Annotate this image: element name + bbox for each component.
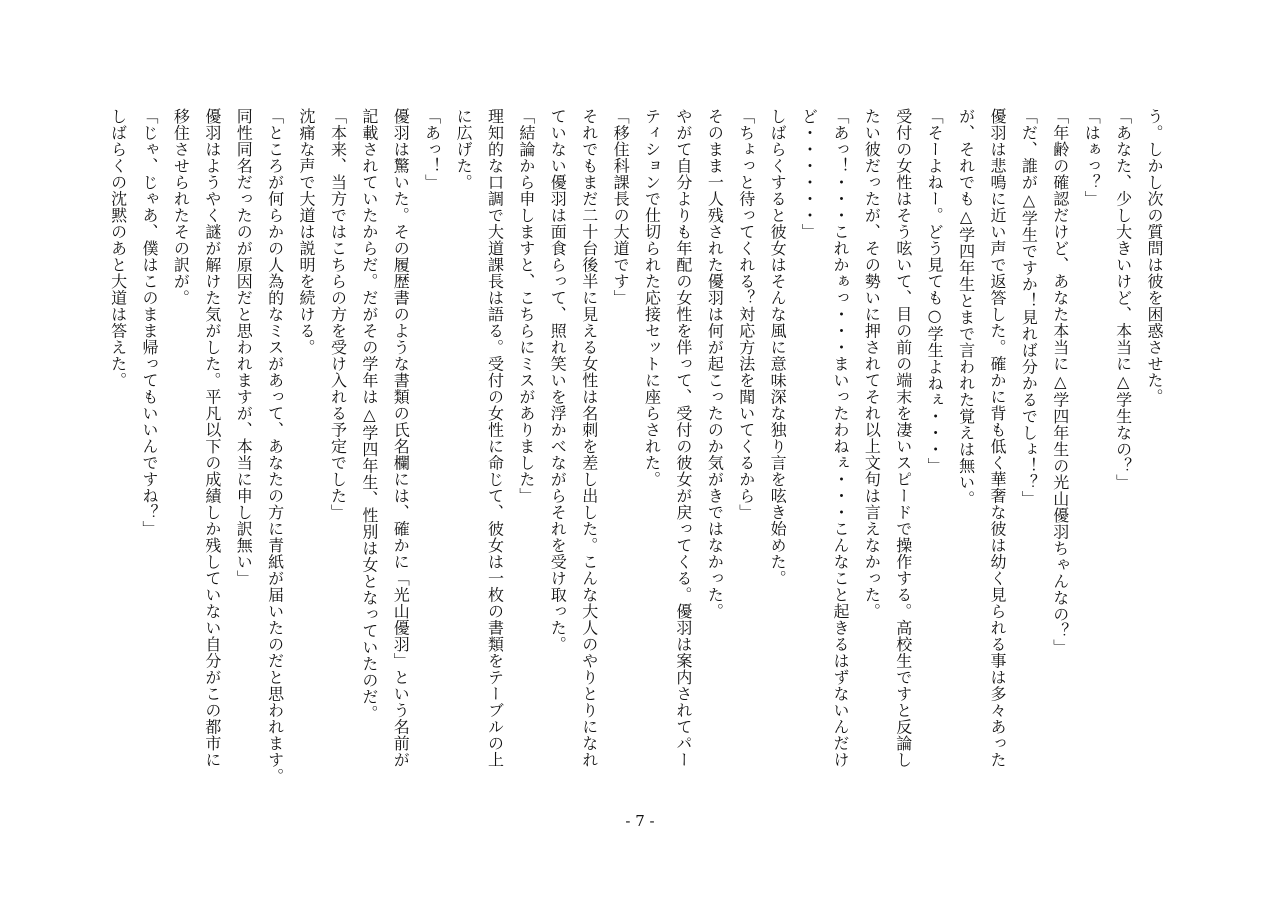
text-line: やがて自分よりも年配の女性を伴って、受付の彼女が戻ってくる。優羽は案内されてパー bbox=[673, 108, 693, 768]
text-line: 記載されていたからだ。だがその学年は△学四年生、性別は女となっていたのだ。 bbox=[359, 108, 379, 722]
page-number: - 7 - bbox=[625, 812, 655, 830]
text-line: 受付の女性はそう呟いて、目の前の端末を凄いスピードで操作する。高校生ですと反論し bbox=[893, 108, 913, 768]
text-line: 「はぁっ？」 bbox=[1082, 108, 1102, 207]
text-line: 「ところが何らかの人為的なミスがあって、あなたの方に青紙が届いたのだと思われます。 bbox=[265, 108, 285, 785]
text-line: 「移住科課長の大道です」 bbox=[611, 108, 631, 306]
text-line: たい彼だったが、その勢いに押されてそれ以上文句は言えなかった。 bbox=[862, 108, 882, 620]
text-line: う。しかし次の質問は彼を困惑させた。 bbox=[1145, 108, 1164, 405]
text-line: そのまま一人残された優羽は何が起こったのか気がきではなかった。 bbox=[705, 108, 725, 620]
text-line: ティションで仕切られた応接セットに座らされた。 bbox=[642, 108, 662, 488]
text-line: に広げた。 bbox=[454, 108, 474, 191]
text-line: しばらくすると彼女はそんな風に意味深な独り言を呟き始めた。 bbox=[768, 108, 788, 587]
text-line: 優羽はようやく謎が解けた気がした。平凡以下の成績しか残していない自分がこの都市に bbox=[202, 108, 222, 768]
text-line: 優羽は悲鳴に近い声で返答した。確かに背も低く華奢な彼は幼く見られる事は多々あった bbox=[987, 108, 1007, 768]
text-line: 「あっ！」 bbox=[422, 108, 442, 191]
text-line: が、それでも△学四年生とまで言われた覚えは無い。 bbox=[956, 108, 976, 507]
text-line: 「本来、当方ではこちらの方を受け入れる予定でした」 bbox=[328, 108, 348, 521]
text-line: 沈痛な声で大道は説明を続ける。 bbox=[297, 108, 317, 356]
text-line: 「結論から申しますと、こちらにミスがありました」 bbox=[516, 108, 536, 504]
text-line: 「そーよねー。どう見ても○学生よねぇ・・・」 bbox=[925, 108, 945, 474]
text-line: 「年齢の確認だけど、あなた本当に△学四年生の光山優羽ちゃんなの？」 bbox=[1050, 108, 1070, 656]
text-line: 同性同名だったのが原因だと思われますが、本当に申し訳無い」 bbox=[234, 108, 254, 587]
text-line: 移住させられたその訳が。 bbox=[171, 108, 191, 306]
text-line: 「だ、誰が△学生ですか！見れば分かるでしょ！？」 bbox=[1019, 108, 1039, 507]
text-line: 「じゃ、じゃあ、僕はこのまま帰ってもいいんですね？」 bbox=[140, 108, 159, 537]
text-line: 「あっ！・・・これかぁっ・・・まいったわねぇ・・・こんなこと起きるはずないんだけ bbox=[830, 108, 850, 768]
text-line: ていない優羽は面食らって、照れ笑いを浮かべながらそれを受け取った。 bbox=[548, 108, 568, 653]
text-line: ど・・・・・・」 bbox=[799, 108, 819, 240]
text-line: それでもまだ二十台後半に見える女性は名刺を差し出した。こんな大人のやりとりになれ bbox=[579, 108, 599, 768]
text-line: 「ちょっと待ってくれる？対応方法を聞いてくるから」 bbox=[736, 108, 756, 521]
text-line: しばらくの沈黙のあと大道は答えた。 bbox=[108, 108, 128, 389]
text-line: 「あなた、少し大きいけど、本当に△学生なの？」 bbox=[1113, 108, 1133, 491]
vertical-text-body bbox=[102, 108, 1170, 808]
text-line: 優羽は驚いた。その履歴書のような書類の氏名欄には、確かに「光山優羽」という名前が bbox=[391, 108, 411, 768]
text-line: 理知的な口調で大道課長は語る。受付の女性に命じて、彼女は一枚の書類をテーブルの上 bbox=[485, 108, 505, 768]
